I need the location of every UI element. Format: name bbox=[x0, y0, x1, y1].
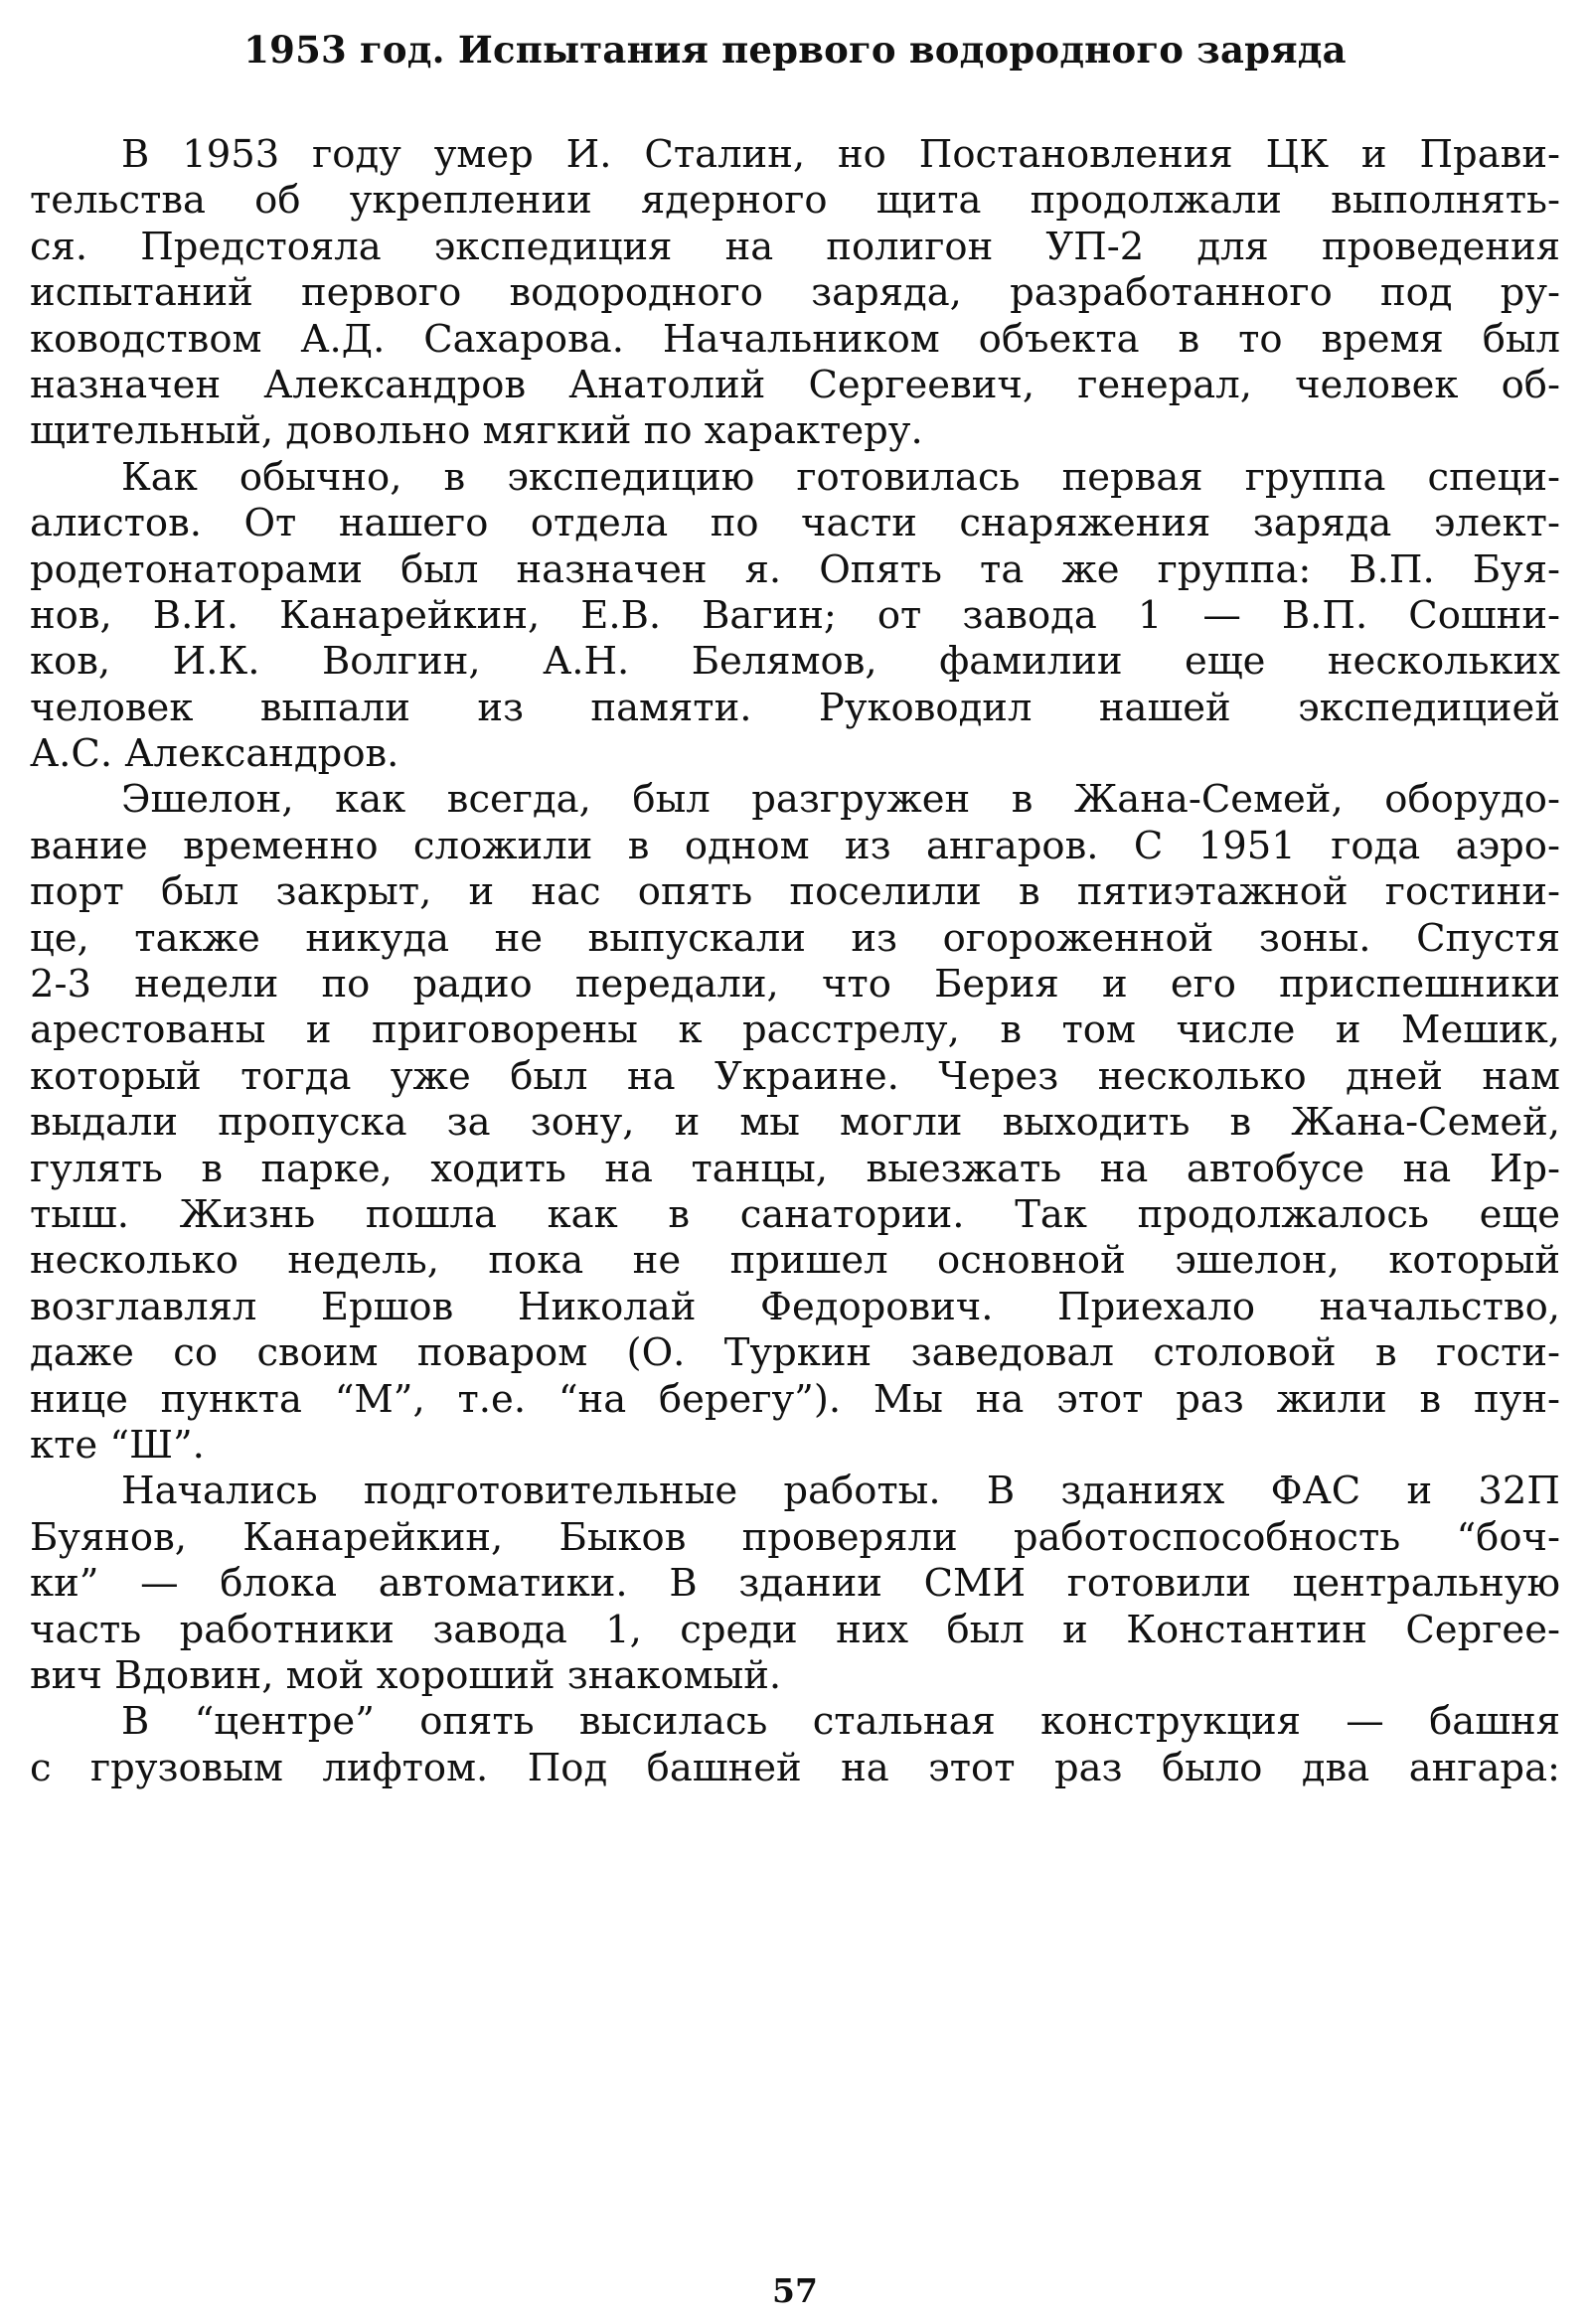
text-line: ки” — блока автоматики. В здании СМИ готовили центральную bbox=[30, 1561, 1560, 1607]
text-line: вание временно сложили в одном из ангаров. С 1951 года аэро- bbox=[30, 823, 1560, 868]
text-line: В 1953 году умер И. Сталин, но Постановления ЦК и Прави- bbox=[121, 132, 1560, 177]
text-line: А.С. Александров. bbox=[30, 731, 399, 777]
text-line: с грузовым лифтом. Под башней на этот раз было два ангара: bbox=[30, 1745, 1560, 1790]
text-line: ся. Предстояла экспедиция на полигон УП-2 для проведения bbox=[30, 224, 1560, 269]
text-line: нице пункта “М”, т.е. “на берегу”). Мы на этот раз жили в пун- bbox=[30, 1376, 1560, 1422]
text-line: Как обычно, в экспедицию готовилась первая группа специ- bbox=[121, 454, 1560, 500]
paragraph-3 bbox=[30, 777, 1560, 1469]
page-number: 57 bbox=[772, 2271, 818, 2310]
text-line: несколько недель, пока не пришел основной эшелон, который bbox=[30, 1238, 1560, 1284]
paragraph-1 bbox=[30, 132, 1560, 455]
text-line: алистов. От нашего отдела по части снаряжения заряда элект- bbox=[30, 501, 1560, 546]
text-line: ководством А.Д. Сахарова. Начальником объекта в то время был bbox=[30, 316, 1560, 362]
text-line: человек выпали из памяти. Руководил нашей экспедицией bbox=[30, 685, 1560, 730]
paragraph-4 bbox=[30, 1469, 1560, 1699]
text-line: тельства об укреплении ядерного щита продолжали выполнять- bbox=[30, 178, 1560, 224]
text-line: Эшелон, как всегда, был разгружен в Жана-Семей, оборудо- bbox=[121, 777, 1560, 823]
text-line: це, также никуда не выпускали из огороженной зоны. Спустя bbox=[30, 915, 1560, 961]
paragraph-5 bbox=[30, 1699, 1560, 1791]
paragraph-2 bbox=[30, 455, 1560, 778]
document-page bbox=[30, 0, 1560, 2324]
text-line: вич Вдовин, мой хороший знакомый. bbox=[30, 1652, 782, 1698]
text-line: гулять в парке, ходить на танцы, выезжать на автобусе на Ир- bbox=[30, 1146, 1560, 1191]
text-line: даже со своим поваром (О. Туркин заведовал столовой в гости- bbox=[30, 1330, 1560, 1376]
text-line: 2-3 недели по радио передали, что Берия и его приспешники bbox=[30, 962, 1560, 1007]
text-line: испытаний первого водородного заряда, разработанного под ру- bbox=[30, 270, 1560, 316]
text-line: назначен Александров Анатолий Сергеевич, генерал, человек об- bbox=[30, 362, 1560, 407]
text-line: щительный, довольно мягкий по характеру. bbox=[30, 408, 923, 454]
text-line: кте “Ш”. bbox=[30, 1422, 205, 1468]
text-line: арестованы и приговорены к расстрелу, в том числе и Мешик, bbox=[30, 1007, 1560, 1053]
text-line: часть работники завода 1, среди них был и Константин Сергее- bbox=[30, 1607, 1560, 1652]
document-body bbox=[30, 132, 1560, 1791]
text-line: родетонаторами был назначен я. Опять та же группа: В.П. Буя- bbox=[30, 546, 1560, 592]
text-line: ков, И.К. Волгин, А.Н. Белямов, фамилии еще нескольких bbox=[30, 639, 1560, 685]
text-line: который тогда уже был на Украине. Через несколько дней нам bbox=[30, 1053, 1560, 1099]
text-line: Буянов, Канарейкин, Быков проверяли работоспособность “боч- bbox=[30, 1514, 1560, 1560]
section-title: 1953 год. Испытания первого водородного заряда bbox=[243, 28, 1347, 72]
text-line: Начались подготовительные работы. В зданиях ФАС и 32П bbox=[121, 1469, 1560, 1514]
text-line: порт был закрыт, и нас опять поселили в пятиэтажной гостини- bbox=[30, 869, 1560, 915]
text-line: нов, В.И. Канарейкин, Е.В. Вагин; от завода 1 — В.П. Сошни- bbox=[30, 592, 1560, 638]
text-line: В “центре” опять высилась стальная конструкция — башня bbox=[121, 1699, 1560, 1745]
text-line: выдали пропуска за зону, и мы могли выходить в Жана-Семей, bbox=[30, 1100, 1560, 1146]
text-line: возглавлял Ершов Николай Федорович. Приехало начальство, bbox=[30, 1284, 1560, 1329]
text-line: тыш. Жизнь пошла как в санатории. Так продолжалось еще bbox=[30, 1191, 1560, 1237]
